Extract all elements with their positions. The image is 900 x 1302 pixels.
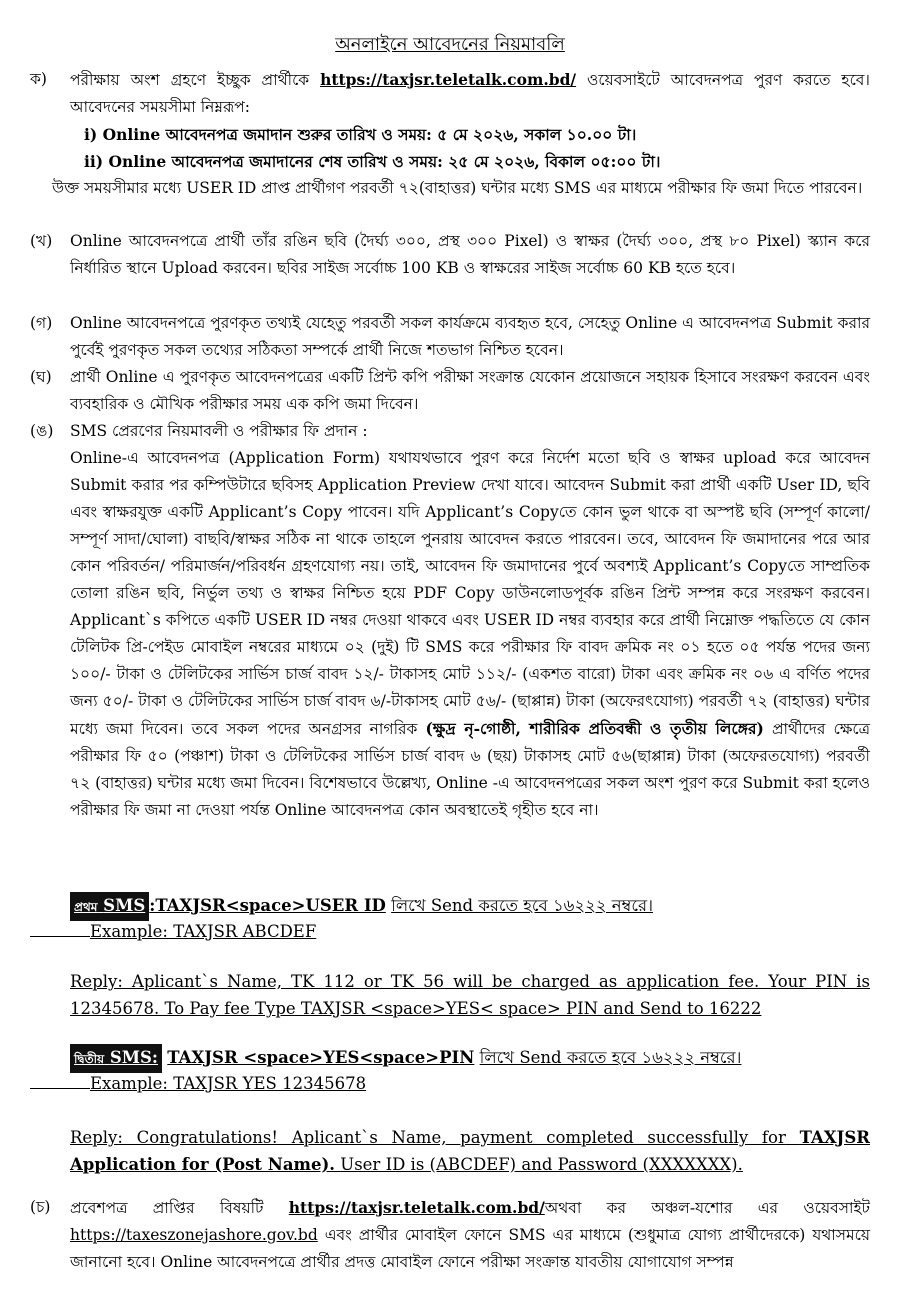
sms-tag-sms: SMS: [103, 896, 146, 915]
sms-tag-label: দ্বিতীয়: [74, 1052, 105, 1066]
item-cha: [30, 1194, 870, 1276]
item-marker: (খ): [30, 232, 53, 250]
reply-bold-text: TAXJSR Application for (Post Name).: [70, 1128, 870, 1174]
sms-command: :TAXJSR<space>USER ID: [149, 896, 386, 915]
item-heading: SMS প্রেরণের নিয়মাবলী ও পরীক্ষার ফি প্রদান :: [70, 422, 368, 440]
item-text: প্রার্থী Online এ পুরণকৃত আবেদনপত্রের একটি প্রিন্ট কপি পরীক্ষা সংক্রান্ত যেকোন প্রয়োজনে সহায়ক হিসাবে সংরক্ষণ করবেন এবং ব্যবহারিক ও মৌখিক পরীক্ষার সময় এক কপি জমা দিবেন।: [70, 368, 870, 413]
item-ka: [30, 66, 870, 202]
zone-website-link[interactable]: https://taxeszonejashore.gov.bd: [70, 1226, 318, 1244]
end-date-line: ii) Online আবেদনপত্র জমাদানের শেষ তারিখ ও সময়: ২৫ মে ২০২৬, বিকাল ০৫:০০ টা।: [84, 152, 661, 171]
item-gha: [30, 364, 870, 418]
sms-tag: [70, 892, 149, 921]
item-bold-text: (ক্ষুদ্র নৃ-গোষ্ঠী, শারীরিক প্রতিবন্ধী ও তৃতীয় লিঙ্গের): [425, 719, 764, 738]
website-link[interactable]: https://taxjsr.teletalk.com.bd/: [320, 70, 577, 89]
sms-example: Example: TAXJSR YES 12345678: [90, 1074, 367, 1093]
divider: [30, 1088, 90, 1089]
item-text: প্রার্থীদের ক্ষেত্রে পরীক্ষার ফি ৫০ (পঞ্চাশ) টাকা ও টেলিটকের সার্ভিস চার্জ বাবদ ৬ (ছয়) টাকাসহ মোট ৫৬(ছাপ্পান্ন) টাকা (অফেরতযোগ্য) পরবর্তী ৭২ (বাহাত্তর) ঘন্টার মধ্যে জমা দিবেন। বিশেষভাবে উল্লেখ্য, Online -এ আবেদনপত্রের সকল অংশ পুরণ করে Submit করা হলেও পরীক্ষার ফি জমা না দেওয়া পর্যন্ত Online আবেদনপত্র কোন অবস্থাতেই গৃহীত হবে না।: [70, 720, 871, 819]
item-text: অথবা কর অঞ্চল-যশোর এর ওয়েবসাইট: [544, 1199, 870, 1217]
item-tail: উক্ত সময়সীমার মধ্যে USER ID প্রাপ্ত প্রার্থীগণ পরবর্তী ৭২(বাহাত্তর) ঘন্টার মধ্যে SMS এর মাধ্যমে পরীক্ষার ফি জমা দিতে পারবেন।: [52, 179, 863, 197]
item-text: পরীক্ষায় অংশ গ্রহণে ইচ্ছুক প্রার্থীকে: [70, 71, 310, 89]
sms-first-reply: Reply: Aplicant`s Name, TK 112 or TK 56 will be charged as application fee. Your PIN is 12345678. To Pay fee Type TAXJSR <space>YES< space> PIN and Send to 16222: [70, 972, 870, 1018]
item-marker: ক): [30, 70, 47, 88]
sms-instruction: লিখে Send করতে হবে ১৬২২২ নম্বরে।: [391, 896, 653, 915]
sms-second: [70, 1044, 870, 1073]
item-marker: (ঙ): [30, 422, 54, 440]
item-ga: [30, 310, 870, 364]
item-text: ওয়েবসাইটে আবেদনপত্র পুরণ করতে হবে। আবেদনের সময়সীমা নিম্নরূপ:: [70, 71, 870, 116]
item-text: Online-এ আবেদনপত্র (Application Form) যথাযথভাবে পুরণ করে নির্দেশ মতো ছবি ও স্বাক্ষর upload করে আবেদন Submit করার পর কম্পিউটারে ছবিসহ Application Preview দেখা যাবে। আবেদন Submit করা প্রার্থী একটি User ID, ছবি এবং স্বাক্ষরযুক্ত একটি Applicant’s Copy পাবেন। যদি Applicant’s Copyতে কোন ভুল থাকে বা অস্পষ্ট ছবি (সম্পূর্ণ কালো/সম্পূর্ণ সাদা/ঘোলা) বাছবি/স্বাক্ষর সঠিক না থাকে তাহলে পুনরায় আবেদন করতে পারবেন। তবে, আবেদন ফি জমাদানের পরে আর কোন পরিবর্তন/ পরিমার্জন/পরিবর্ধন গ্রহণযোগ্য নয়। তাই, আবেদন ফি জমাদানের পুর্বে অবশ্যই Applicant’s Copyতে সাম্প্রতিক তোলা রঙিন ছবি, নির্ভুল তথ্য ও স্বাক্ষর নিশ্চিত হয়ে PDF Copy ডাউনলোডপূর্বক রঙিন প্রিন্ট সম্পন্ন করে সংরক্ষণ করবেন। Applicant`s কপিতে একটি USER ID নম্বর দেওয়া থাকবে এবং USER ID নম্বর ব্যবহার করে প্রার্থী নিম্নোক্ত পদ্ধতিতে যে কোন টেলিটক প্রি-পেইড মোবাইল নম্বরের মাধ্যমে ০২ (দুই) টি SMS করে পরীক্ষার ফি বাবদ ক্রমিক নং ০১ হতে ০৫ পর্যন্ত পদের জন্য ১০০/- টাকা ও টেলিটকের সার্ভিস চার্জ বাবদ ১২/- টাকাসহ মোট ১১২/- (একশত বারো) টাকা এবং ক্রমিক নং ০৬ এ বর্ণিত পদের জন্য ৫০/- টাকা ও টেলিটকের সার্ভিস চার্জ বাবদ ৬/-টাকাসহ মোট ৫৬/- (ছাপ্পান্ন) টাকা (অফেরৎযোগ্য) পরবর্তী ৭২ (বাহাত্তর) ঘন্টার মধ্যে জমা দিবেন। তবে সকল পদের অনগ্রসর নাগরিক: [70, 449, 870, 738]
sms-second-example-row: [30, 1070, 830, 1097]
reply-text: Reply: Congratulations! Aplicant`s Name, payment completed successfully for: [70, 1128, 786, 1147]
item-marker: (চ): [30, 1198, 51, 1216]
item-uma: [30, 418, 870, 824]
page-title: অনলাইনে আবেদনের নিয়মাবলি: [335, 34, 565, 55]
item-marker: (ঘ): [30, 368, 52, 386]
item-text: Online আবেদনপত্রে প্রার্থী তাঁর রঙিন ছবি (দৈর্ঘ্য ৩০০, প্রস্থ ৩০০ Pixel) ও স্বাক্ষর (দৈর্ঘ্য ৩০০, প্রস্থ ৮০ Pixel) স্ক্যান করে নির্ধারিত স্থানে Upload করবেন। ছবির সাইজ সর্বোচ্চ 100 KB ও স্বাক্ষরের সাইজ সর্বোচ্চ 60 KB হতে হবে।: [70, 232, 870, 277]
reply-text: User ID is (ABCDEF) and Password (XXXXXXX).: [340, 1155, 743, 1174]
sms-instruction: লিখে Send করতে হবে ১৬২২২ নম্বরে।: [479, 1048, 742, 1067]
item-text: প্রবেশপত্র প্রাপ্তির বিষয়টি: [70, 1199, 264, 1217]
start-date-line: i) Online আবেদনপত্র জমাদান শুরুর তারিখ ও সময়: ৫ মে ২০২৬, সকাল ১০.০০ টা।: [84, 125, 637, 144]
item-kha: [30, 228, 870, 282]
item-text: এবং প্রার্থীর মোবাইল ফোনে SMS এর মাধ্যমে (শুধুমাত্র যোগ্য প্রার্থীদেরকে) যথাসময়ে জানানো হবে। Online আবেদনপত্রে প্রার্থীর প্রদত্ত মোবাইল ফোনে পরীক্ষা সংক্রান্ত যাবতীয় যোগাযোগ সম্পন্ন: [70, 1226, 870, 1271]
sms-first: [70, 892, 870, 921]
sms-command: TAXJSR <space>YES<space>PIN: [167, 1048, 475, 1067]
divider: [30, 936, 90, 937]
sms-example: Example: TAXJSR ABCDEF: [90, 922, 317, 941]
sms-second-reply: [70, 1124, 870, 1178]
sms-tag-label: প্রথম: [74, 900, 98, 914]
sms-tag-sms: SMS:: [109, 1048, 159, 1067]
item-text: Online আবেদনপত্রে পুরণকৃত তথ্যই যেহেতু পরবর্তী সকল কার্যক্রমে ব্যবহৃত হবে, সেহেতু Online এ আবেদনপত্র Submit করার পুর্বেই পুরণকৃত সকল তথ্যের সঠিকতা সম্পর্কে প্রার্থী নিজে শতভাগ নিশ্চিত হবেন।: [70, 314, 870, 359]
website-link[interactable]: https://taxjsr.teletalk.com.bd/: [288, 1198, 545, 1217]
item-marker: (গ): [30, 314, 53, 332]
sms-tag: [70, 1044, 162, 1073]
sms-first-example-row: [30, 918, 830, 945]
